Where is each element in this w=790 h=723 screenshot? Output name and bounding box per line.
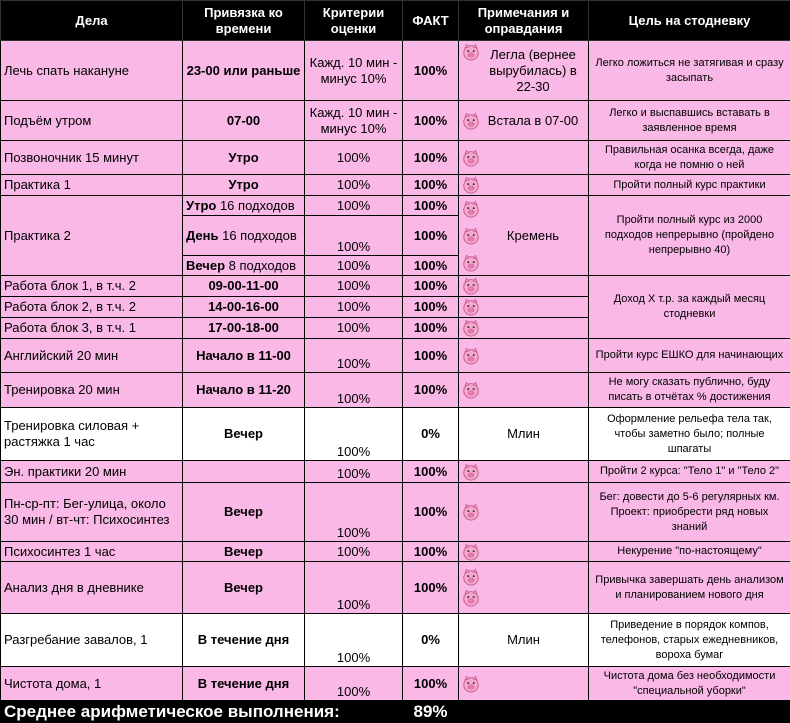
criteria-cell: 100% [305,542,403,562]
time-cell: Утро [183,175,305,196]
note-cell: Млин [459,614,589,667]
task-cell: Английский 20 мин [1,339,183,373]
time-label: Вечер [186,257,226,273]
time-cell: 09-00-11-00 [183,276,305,297]
criteria-cell: 100% [305,297,403,318]
task-cell: Работа блок 2, в т.ч. 2 [1,297,183,318]
note-cell [459,276,589,297]
note-cell [459,41,589,101]
table-row [1,483,790,542]
goal-cell: Оформление рельефа тела так, чтобы заметно было; полные шпагаты [589,408,790,461]
header-row [1,1,790,41]
goal-cell: Чистота дома без необходимости "специальной уборки" [589,667,790,701]
note-text: Кремень [506,227,560,243]
table-row [1,667,790,701]
note-text: Легла (вернее вырубилась) в 22-30 [489,46,577,94]
goal-cell: Не могу сказать публично, буду писать в отчётах % достижения [589,373,790,408]
criteria-cell: 100% [305,483,403,542]
note-cell [459,562,589,614]
criteria-cell: 100% [305,408,403,461]
header-notes: Примечания и оправдания [459,1,589,41]
goal-cell: Бег: довести до 5-6 регулярных км. Проект: приобрести ряд новых знаний [589,483,790,542]
time-label: День [186,227,219,243]
task-cell: Пн-ср-пт: Бег-улица, около 30 мин / вт-чт: Психосинтез [1,483,183,542]
task-cell: Подъём утром [1,101,183,141]
pig-face-icon [462,254,480,272]
pig-face-icon [462,227,480,245]
table-row [1,461,790,483]
table-row [1,614,790,667]
criteria-cell: 100% [305,196,403,216]
fact-cell: 100% [403,667,459,701]
fact-cell: 100% [403,542,459,562]
fact-cell: 100% [403,339,459,373]
note-cell [459,318,589,339]
note-cell [459,483,589,542]
note-cell [459,101,589,141]
fact-cell: 100% [403,196,459,216]
criteria-cell: 100% [305,141,403,175]
note-cell: Млин [459,408,589,461]
goal-cell: Пройти курс ЕШКО для начинающих [589,339,790,373]
fact-cell: 100% [403,483,459,542]
table-row [1,276,790,297]
criteria-cell: 100% [305,175,403,196]
task-cell: Чистота дома, 1 [1,667,183,701]
time-cell [183,196,305,216]
time-cell: В течение дня [183,614,305,667]
goal-cell: Легко и выспавшись вставать в заявленное время [589,101,790,141]
pig-face-icon [462,589,480,607]
criteria-cell: 100% [305,461,403,483]
goal-cell: Привычка завершать день анализом и планированием нового дня [589,562,790,614]
table-row [1,101,790,141]
table-row [1,175,790,196]
pig-face-icon [462,149,480,167]
table-row [1,562,790,614]
note-cell [459,542,589,562]
fact-cell: 100% [403,318,459,339]
pig-face-icon [462,543,480,561]
pig-face-icon [462,675,480,693]
task-cell: Психосинтез 1 час [1,542,183,562]
table-row [1,196,790,216]
pig-face-icon [462,277,480,295]
pig-face-icon [462,381,480,399]
time-detail: 8 подходов [225,257,297,273]
pig-face-icon [462,200,480,218]
task-cell: Позвоночник 15 минут [1,141,183,175]
task-cell: Лечь спать накануне [1,41,183,101]
header-fact: ФАКТ [403,1,459,41]
task-cell: Тренировка 20 мин [1,373,183,408]
fact-cell: 100% [403,373,459,408]
summary-empty [459,701,790,723]
fact-cell: 0% [403,614,459,667]
time-label: Утро [186,197,217,213]
table-row [1,373,790,408]
note-cell [459,297,589,318]
pig-face-icon [462,568,480,586]
goal-cell: Пройти 2 курса: "Тело 1" и "Тело 2" [589,461,790,483]
time-cell: Начало в 11-00 [183,339,305,373]
criteria-cell: 100% [305,216,403,256]
header-time: Привязка ко времени [183,1,305,41]
criteria-cell: 100% [305,614,403,667]
note-cell [459,667,589,701]
time-cell: В течение дня [183,667,305,701]
fact-cell: 0% [403,408,459,461]
note-cell [459,339,589,373]
fact-cell: 100% [403,461,459,483]
criteria-cell: 100% [305,256,403,276]
task-cell: Эн. практики 20 мин [1,461,183,483]
task-cell: Анализ дня в дневнике [1,562,183,614]
fact-cell: 100% [403,256,459,276]
table-row [1,542,790,562]
pig-face-icon [462,298,480,316]
criteria-cell: 100% [305,562,403,614]
fact-cell: 100% [403,101,459,141]
table-row [1,141,790,175]
pig-face-icon [462,503,480,521]
goal-cell: Некурение "по-настоящему" [589,542,790,562]
time-cell: 07-00 [183,101,305,141]
time-cell: Вечер [183,562,305,614]
goal-cell: Приведение в порядок компов, телефонов, старых ежедневников, вороха бумаг [589,614,790,667]
task-cell: Тренировка силовая + растяжка 1 час [1,408,183,461]
pig-face-icon [462,463,480,481]
time-cell: 14-00-16-00 [183,297,305,318]
fact-cell: 100% [403,562,459,614]
goal-cell: Пройти полный курс из 2000 подходов непрерывно (пройдено непрерывно 40) [589,196,790,276]
time-cell: 23-00 или раньше [183,41,305,101]
fact-cell: 100% [403,175,459,196]
fact-cell: 100% [403,141,459,175]
goal-cell: Доход Х т.р. за каждый месяц стодневки [589,276,790,339]
pig-face-icon [462,319,480,337]
time-detail: 16 подходов [216,197,295,213]
table-row [1,408,790,461]
goal-cell: Легко ложиться не затягивая и сразу засыпать [589,41,790,101]
fact-cell: 100% [403,41,459,101]
criteria-cell: Кажд. 10 мин - минус 10% [305,101,403,141]
header-goal: Цель на стодневку [589,1,790,41]
header-tasks: Дела [1,1,183,41]
fact-cell: 100% [403,297,459,318]
goal-cell: Пройти полный курс практики [589,175,790,196]
criteria-cell: 100% [305,318,403,339]
time-cell: Утро [183,141,305,175]
pig-face-icon [462,347,480,365]
time-cell: Вечер [183,408,305,461]
table-row [1,41,790,101]
criteria-cell: Кажд. 10 мин - минус 10% [305,41,403,101]
time-cell [183,461,305,483]
task-cell: Работа блок 3, в т.ч. 1 [1,318,183,339]
summary-value: 89% [403,701,459,723]
time-cell [183,256,305,276]
note-text: Встала в 07-00 [487,112,579,128]
pig-face-icon [462,43,480,61]
header-criteria: Критерии оценки [305,1,403,41]
summary-row [1,701,790,723]
time-detail: 16 подходов [218,227,297,243]
pig-face-icon [462,176,480,194]
time-cell: Вечер [183,542,305,562]
note-cell [459,461,589,483]
criteria-cell: 100% [305,373,403,408]
note-cell [459,175,589,196]
criteria-cell: 100% [305,667,403,701]
task-cell: Практика 2 [1,196,183,276]
task-cell: Разгребание завалов, 1 [1,614,183,667]
time-cell: 17-00-18-00 [183,318,305,339]
note-cell [459,141,589,175]
pig-face-icon [462,112,480,130]
fact-cell: 100% [403,276,459,297]
criteria-cell: 100% [305,276,403,297]
fact-cell: 100% [403,216,459,256]
task-cell: Практика 1 [1,175,183,196]
criteria-cell: 100% [305,339,403,373]
task-cell: Работа блок 1, в т.ч. 2 [1,276,183,297]
summary-label: Среднее арифметическое выполнения: [1,701,403,723]
note-cell [459,196,589,276]
time-cell: Начало в 11-20 [183,373,305,408]
time-cell: Вечер [183,483,305,542]
goal-cell: Правильная осанка всегда, даже когда не помню о ней [589,141,790,175]
note-cell [459,373,589,408]
table-row [1,339,790,373]
time-cell [183,216,305,256]
